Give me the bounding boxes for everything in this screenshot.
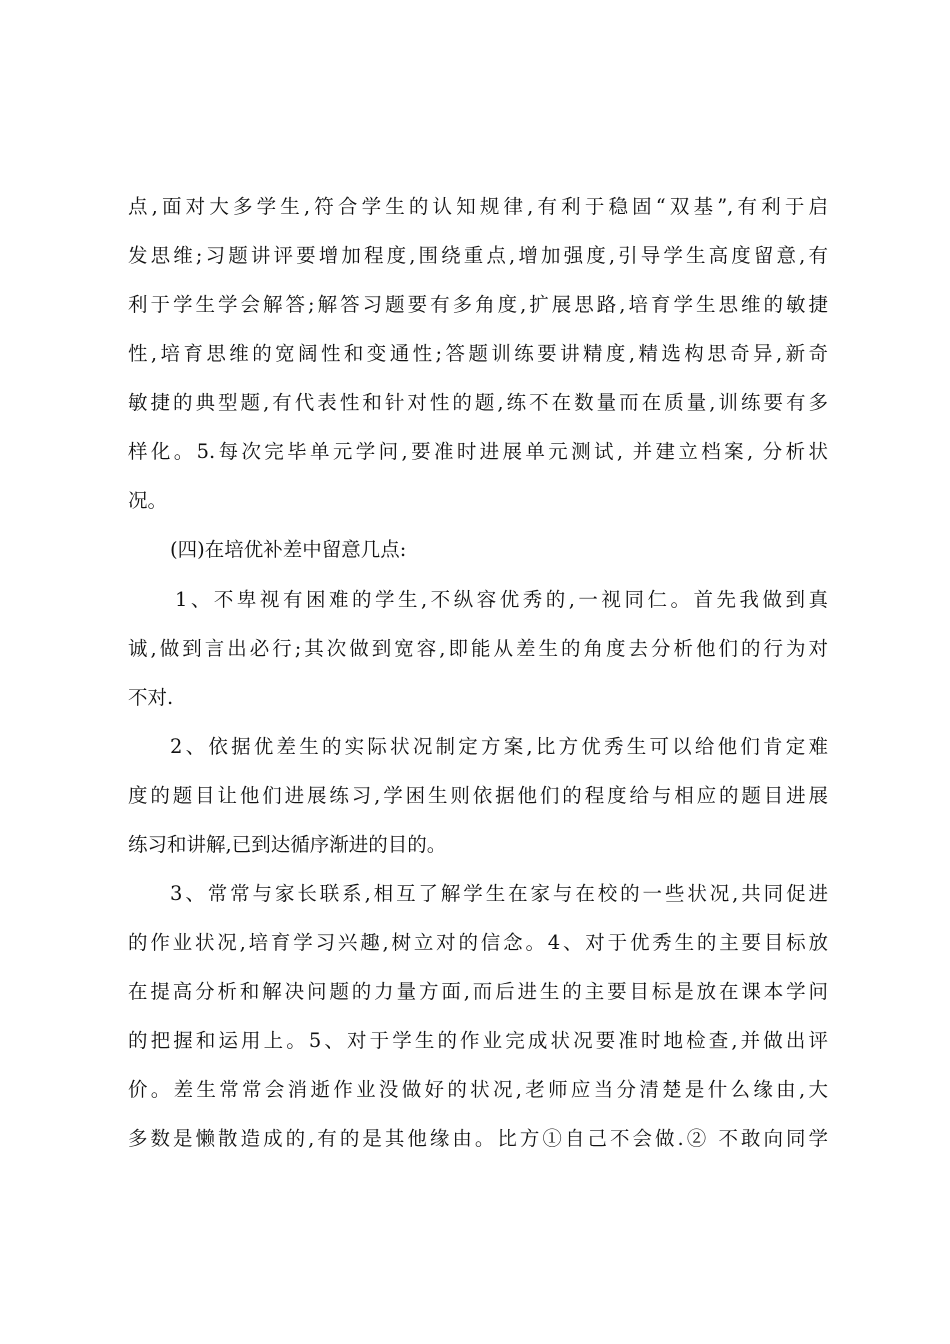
text-line: 诚,做到言出必行;其次做到宽容,即能从差生的角度去分析他们的行为对 bbox=[128, 637, 828, 660]
text-line: 性,培育思维的宽阔性和变通性;答题训练要讲精度,精选构思奇异,新奇 bbox=[128, 342, 828, 365]
text-line: 的把握和运用上。5、对于学生的作业完成状况要准时地检查,并做出评 bbox=[128, 1029, 828, 1052]
text-line: 敏捷的典型题,有代表性和针对性的题,练不在数量而在质量,训练要有多 bbox=[128, 391, 828, 414]
text-line: 2、依据优差生的实际状况制定方案,比方优秀生可以给他们肯定难 bbox=[170, 735, 828, 758]
text-line: 多数是懒散造成的,有的是其他缘由。比方①自己不会做.② 不敢向同学 bbox=[128, 1127, 828, 1150]
text-line: 发思维;习题讲评要增加程度,围绕重点,增加强度,引导学生高度留意,有 bbox=[128, 244, 828, 267]
text-line: 度的题目让他们进展练习,学困生则依据他们的程度给与相应的题目进展 bbox=[128, 784, 828, 807]
text-line: 1、不卑视有困难的学生,不纵容优秀的,一视同仁。首先我做到真 bbox=[175, 588, 828, 611]
text-line: 样化。5.每次完毕单元学问,要准时进展单元测试, 并建立档案, 分析状 bbox=[128, 440, 828, 463]
text-line: 练习和讲解,已到达循序渐进的目的。 bbox=[128, 833, 447, 856]
text-line: 的作业状况,培育学习兴趣,树立对的信念。4、对于优秀生的主要目标放 bbox=[128, 931, 828, 954]
text-line: 点,面对大多学生,符合学生的认知规律,有利于稳固“双基”,有利于启 bbox=[128, 195, 828, 218]
text-line: 在提高分析和解决问题的力量方面,而后进生的主要目标是放在课本学问 bbox=[128, 980, 828, 1003]
text-line: 价。差生常常会消逝作业没做好的状况,老师应当分清楚是什么缘由,大 bbox=[128, 1078, 828, 1101]
text-line: 3、常常与家长联系,相互了解学生在家与在校的一些状况,共同促进 bbox=[170, 882, 828, 905]
text-line: 利于学生学会解答;解答习题要有多角度,扩展思路,培育学生思维的敏捷 bbox=[128, 293, 828, 316]
text-line: 况。 bbox=[128, 489, 168, 512]
text-line: 不对. bbox=[128, 686, 174, 709]
section-heading: (四)在培优补差中留意几点: bbox=[170, 538, 407, 561]
